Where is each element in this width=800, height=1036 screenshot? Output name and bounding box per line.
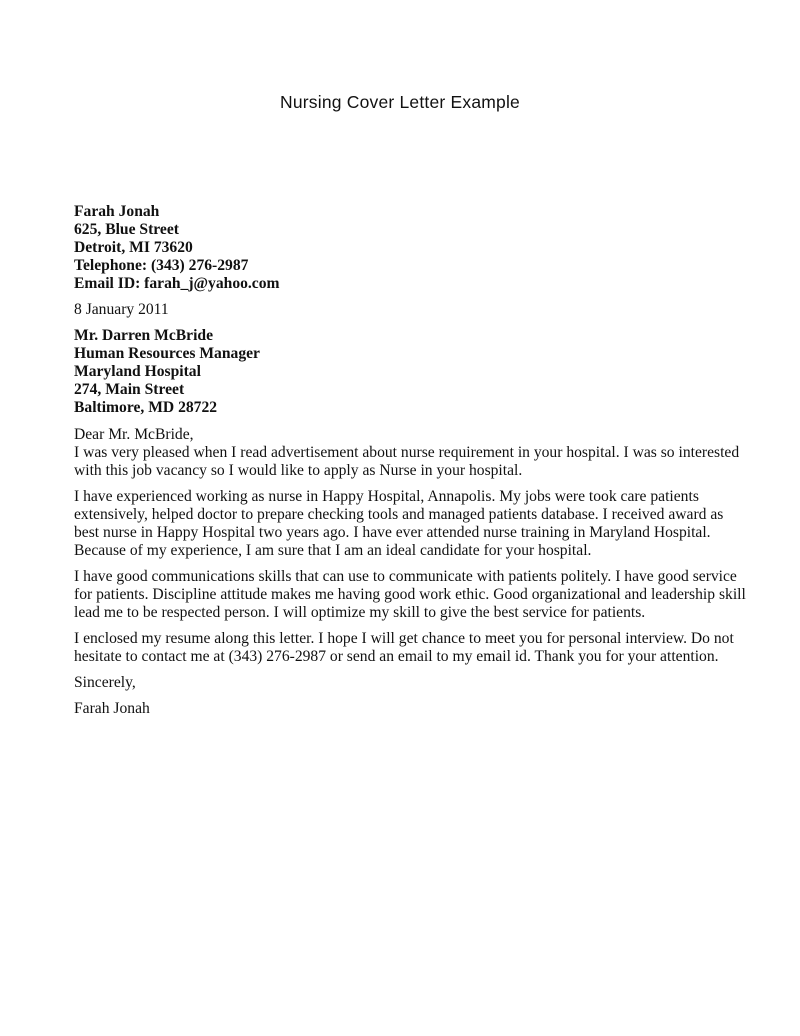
recipient-organization: Maryland Hospital [74,363,201,380]
sender-telephone: Telephone: (343) 276-2987 [74,257,249,274]
body-paragraph-3: I have good communications skills that can use to communicate with patients politely. I have good service for patients. Discipline attitude makes me having good work ethic. Good organizational and leadership skill lead me to be respected person. I will optimize my skill to give the best service for patients. [74,568,746,621]
page-title: Nursing Cover Letter Example [279,92,520,112]
recipient-city-state-zip: Baltimore, MD 28722 [74,399,218,416]
salutation: Dear Mr. McBride, [74,426,194,443]
sender-name: Farah Jonah [74,203,160,220]
body-paragraph-2: I have experienced working as nurse in Happy Hospital, Annapolis. My jobs were took care patients extensively, helped doctor to prepare checking tools and managed patients database. I received award as best nurse in Happy Hospital two years ago. I have ever attended nurse training in Maryland Hospital. Because of my experience, I am sure that I am an ideal candidate for your hospital. [74,488,724,559]
sender-street: 625, Blue Street [74,221,179,238]
sender-email: Email ID: farah_j@yahoo.com [74,275,280,292]
body-paragraph-1: I was very pleased when I read advertisement about nurse requirement in your hospital. I was so interested with this job vacancy so I would like to apply as Nurse in your hospital. [74,444,740,479]
closing: Sincerely, [74,674,136,691]
letter-date: 8 January 2011 [74,301,169,318]
recipient-name: Mr. Darren McBride [74,327,214,344]
signature-name: Farah Jonah [74,700,150,717]
recipient-street: 274, Main Street [74,381,185,398]
recipient-address-block [74,327,746,417]
sender-city-state-zip: Detroit, MI 73620 [74,239,193,256]
recipient-job-title: Human Resources Manager [74,345,260,362]
sender-address-block [74,203,746,293]
letter-body [74,203,746,718]
body-paragraph-4: I enclosed my resume along this letter. I hope I will get chance to meet you for personal interview. Do not hesitate to contact me at (343) 276-2987 or send an email to my email id. Thank you for your attention. [74,630,734,665]
